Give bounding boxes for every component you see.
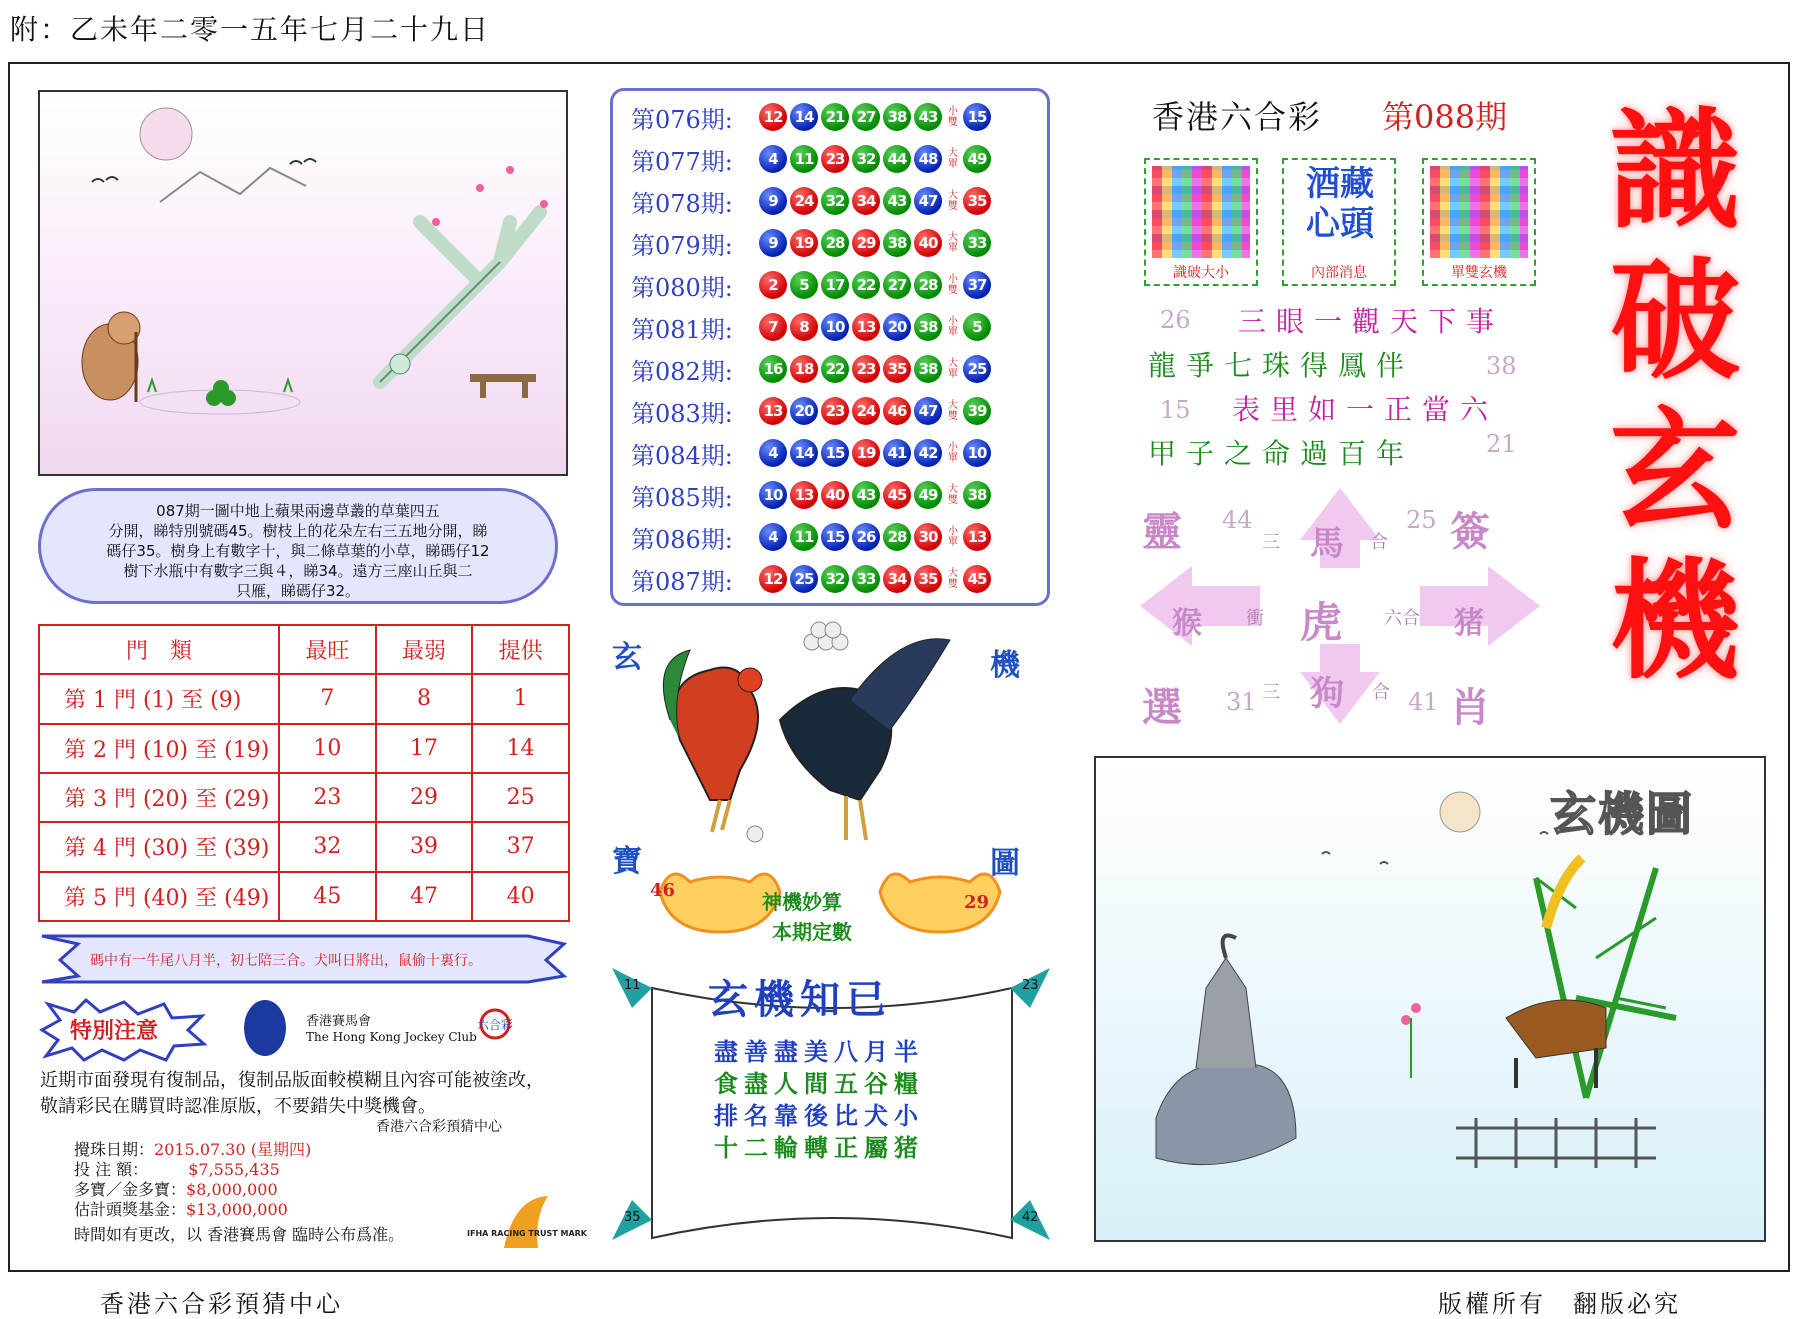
number-ball: 25 [790, 565, 818, 593]
lottery-title: 香港六合彩 [1152, 98, 1323, 136]
cell-provide: 40 [472, 872, 569, 921]
draw-info [74, 1140, 311, 1220]
number-ball: 22 [852, 271, 880, 299]
big-title-char: 識 [1609, 94, 1740, 247]
draw-row [631, 265, 994, 305]
number-ball: 19 [790, 229, 818, 257]
draw-date-value: 2015.07.30 (星期四) [154, 1140, 312, 1159]
number-ball: 10 [821, 313, 849, 341]
number-ball: 9 [759, 187, 787, 215]
cell-max: 10 [279, 724, 376, 773]
zodiac-corner: 肖 [1450, 684, 1490, 731]
special-ball: 38 [963, 481, 991, 509]
special-ball: 13 [963, 523, 991, 551]
col-header: 提供 [472, 625, 569, 674]
number-ball: 29 [852, 229, 880, 257]
riddle-scene [40, 92, 566, 474]
draw-row [631, 475, 994, 515]
verse-line: 三眼一觀天下事 [1238, 305, 1505, 338]
number-ball: 13 [790, 481, 818, 509]
number-ball: 28 [883, 523, 911, 551]
hint-box-caption: 單雙玄機 [1451, 265, 1507, 281]
special-ball: 5 [963, 313, 991, 341]
number-ball: 12 [759, 565, 787, 593]
verse-line: 表里如一正當六 [1232, 393, 1499, 426]
number-ball: 23 [852, 355, 880, 383]
row-label: 第 5 門 (40) 至 (49) [39, 872, 279, 921]
multi-value: $8,000,000 [186, 1180, 278, 1199]
bet-value: $7,555,435 [188, 1160, 280, 1179]
number-ball: 4 [759, 523, 787, 551]
corner-bow-br [1010, 1200, 1050, 1240]
corner-num: 11 [624, 978, 641, 993]
size-parity-tag: 大單 [948, 358, 958, 380]
draw-label: 第085期: [631, 483, 733, 512]
number-ball: 47 [914, 187, 942, 215]
number-ball: 43 [852, 481, 880, 509]
row-label: 第 4 門 (30) 至 (39) [39, 822, 279, 871]
zodiac-small: 三 [1262, 532, 1280, 553]
number-ball: 42 [914, 439, 942, 467]
poem-line: 十二輪轉正屬猪 [714, 1133, 924, 1162]
cell-provide: 14 [472, 724, 569, 773]
corner-bow-bl [612, 1200, 652, 1240]
big-title [1600, 96, 1750, 696]
number-ball: 23 [821, 397, 849, 425]
number-ball: 13 [852, 313, 880, 341]
riddle-picture [38, 90, 568, 476]
corner-bow-tr [1010, 968, 1050, 1008]
draw-results-panel [610, 88, 1050, 606]
mark6-logo-text: 六合彩 [476, 1018, 514, 1032]
number-ball: 35 [914, 565, 942, 593]
draw-row [631, 349, 994, 389]
row-label: 第 3 門 (20) 至 (29) [39, 773, 279, 822]
number-ball: 32 [821, 565, 849, 593]
number-ball: 4 [759, 145, 787, 173]
draw-row [631, 223, 994, 263]
number-ball: 23 [821, 145, 849, 173]
special-ball: 35 [963, 187, 991, 215]
zodiac-num: 25 [1406, 506, 1437, 534]
number-ball: 40 [914, 229, 942, 257]
zodiac-left: 猴 [1172, 606, 1202, 641]
banner-text: 碼中有一牛尾八月半，初七陪三合。犬叫日將出，鼠偷十裏行。 [90, 953, 482, 969]
desc-line: 碼仔35。樹身上有數字十，與二條草葉的小草，睇碼仔12 [106, 542, 490, 560]
notice-signature: 香港六合彩預猜中心 [376, 1119, 502, 1135]
table-row [39, 822, 569, 871]
size-parity-tag: 大雙 [948, 190, 958, 212]
desc-line: 087期一圖中地上蘋果兩邊草叢的草葉四五 [156, 502, 440, 520]
zodiac-num: 31 [1226, 688, 1257, 716]
number-ball: 24 [852, 397, 880, 425]
big-title-char: 玄 [1609, 394, 1740, 547]
number-ball: 38 [914, 313, 942, 341]
draw-label: 第087期: [631, 567, 733, 596]
side-char: 寶 [612, 844, 642, 879]
side-char: 玄 [612, 640, 642, 675]
ox-number-left: 46 [650, 880, 676, 901]
number-ball: 41 [883, 439, 911, 467]
poem-line: 排名靠後比犬小 [714, 1101, 924, 1130]
zodiac-bottom: 狗 [1310, 674, 1344, 714]
zodiac-small: 合 [1370, 532, 1388, 553]
special-ball: 15 [963, 103, 991, 131]
col-header: 最弱 [376, 625, 473, 674]
special-ball: 49 [963, 145, 991, 173]
zodiac-corner: 選 [1142, 684, 1182, 731]
notice-body: 近期市面發現有復制品，復制品版面較模糊且內容可能被塗改，敬請彩民在購買時認准原版，不要錯失中獎機會。 [40, 1070, 544, 1117]
corner-num: 35 [624, 1210, 641, 1225]
number-ball: 7 [759, 313, 787, 341]
zodiac-corner: 靈 [1142, 508, 1182, 555]
number-ball: 38 [883, 229, 911, 257]
mosaic-image [1152, 166, 1250, 258]
zodiac-small: 三 [1262, 682, 1280, 703]
number-ball: 24 [790, 187, 818, 215]
zodiac-center: 虎 [1300, 598, 1343, 647]
row-label: 第 2 門 (10) 至 (19) [39, 724, 279, 773]
special-ball: 10 [963, 439, 991, 467]
number-ball: 33 [852, 565, 880, 593]
size-parity-tag: 大單 [948, 232, 958, 254]
size-parity-tag: 大雙 [948, 400, 958, 422]
notice-badge-text: 特別注意 [70, 1019, 159, 1044]
number-ball: 15 [821, 523, 849, 551]
number-ball: 32 [852, 145, 880, 173]
corner-num: 23 [1022, 978, 1039, 993]
draw-label: 第081期: [631, 315, 733, 344]
bet-label: 投 注 額： [74, 1160, 149, 1179]
footer-left: 香港六合彩預猜中心 [100, 1290, 343, 1318]
time-change-note: 時間如有更改，以 香港賽馬會 臨時公布爲准。 [74, 1225, 405, 1244]
cell-min: 17 [376, 724, 473, 773]
hint-box-text: 酒藏心頭 [1306, 164, 1374, 244]
number-ball: 5 [790, 271, 818, 299]
cell-provide: 25 [472, 773, 569, 822]
draw-row [631, 181, 994, 221]
mid-caption-1: 神機妙算 [762, 890, 842, 914]
riddle-description [38, 488, 558, 604]
number-ball: 34 [852, 187, 880, 215]
number-ball: 9 [759, 229, 787, 257]
estimate-value: $13,000,000 [186, 1200, 288, 1219]
number-ball: 43 [914, 103, 942, 131]
size-parity-tag: 大雙 [948, 568, 958, 590]
cell-max: 45 [279, 872, 376, 921]
cell-max: 7 [279, 674, 376, 723]
verse-line: 甲子之命過百年 [1148, 437, 1415, 470]
number-ball: 11 [790, 523, 818, 551]
zodiac-small: 六合 [1384, 608, 1420, 629]
number-ball: 28 [914, 271, 942, 299]
col-header: 最旺 [279, 625, 376, 674]
number-ball: 47 [914, 397, 942, 425]
cell-max: 32 [279, 822, 376, 871]
number-ball: 49 [914, 481, 942, 509]
cell-provide: 37 [472, 822, 569, 871]
number-ball: 27 [852, 103, 880, 131]
table-row [39, 872, 569, 921]
draw-row [631, 433, 994, 473]
poem-line: 盡善盡美八月半 [714, 1037, 924, 1066]
draw-label: 第078期: [631, 189, 733, 218]
hint-box-odd-even [1422, 158, 1536, 286]
hint-box-inside [1282, 158, 1396, 286]
draw-label: 第084期: [631, 441, 733, 470]
desc-line: 樹下水瓶中有數字三與４，睇34。遠方三座山丘與二 [123, 562, 473, 580]
zodiac-num: 44 [1222, 506, 1253, 534]
draw-label: 第079期: [631, 231, 733, 260]
hint-box-caption: 識破大小 [1173, 265, 1229, 281]
side-char: 機 [990, 648, 1020, 683]
draw-label: 第080期: [631, 273, 733, 302]
number-ball: 14 [790, 439, 818, 467]
number-ball: 45 [883, 481, 911, 509]
number-ball: 19 [852, 439, 880, 467]
door-stats-table [38, 624, 570, 922]
draw-label: 第076期: [631, 105, 733, 134]
draw-row [631, 391, 994, 431]
big-title-char: 破 [1609, 244, 1740, 397]
ox-number-right: 29 [964, 892, 990, 913]
zodiac-small: 合 [1372, 682, 1390, 703]
size-parity-tag: 大雙 [948, 484, 958, 506]
verse-line: 龍爭七珠得鳳伴 [1148, 349, 1415, 382]
row-label: 第 1 門 (1) 至 (9) [39, 674, 279, 723]
special-ball: 39 [963, 397, 991, 425]
size-parity-tag: 小單 [948, 316, 958, 338]
multi-label: 多寶／金多寶： [74, 1180, 187, 1199]
corner-bow-tl [612, 968, 652, 1008]
table-row [39, 674, 569, 723]
draw-row [631, 97, 994, 137]
jockey-club-en: The Hong Kong Jockey Club [306, 1030, 477, 1044]
cell-provide: 1 [472, 674, 569, 723]
number-ball: 16 [759, 355, 787, 383]
draw-row [631, 559, 994, 599]
jockey-club-logo [244, 1000, 286, 1056]
table-row [39, 773, 569, 822]
poem-line: 食盡人間五谷糧 [714, 1069, 924, 1098]
number-ball: 34 [883, 565, 911, 593]
hint-box-size [1144, 158, 1258, 286]
draw-date-label: 攪珠日期： [74, 1140, 155, 1159]
number-ball: 11 [790, 145, 818, 173]
date-line: 附：乙未年二零一五年七月二十九日 [10, 13, 491, 46]
size-parity-tag: 小單 [948, 526, 958, 548]
number-ball: 44 [883, 145, 911, 173]
number-ball: 22 [821, 355, 849, 383]
zodiac-small: 衝 [1246, 608, 1264, 629]
number-ball: 46 [883, 397, 911, 425]
draw-label: 第082期: [631, 357, 733, 386]
number-ball: 4 [759, 439, 787, 467]
draw-row [631, 307, 994, 347]
table-header-row [39, 625, 569, 674]
corner-num: 42 [1022, 1210, 1039, 1225]
number-ball: 18 [790, 355, 818, 383]
number-ball: 21 [821, 103, 849, 131]
number-ball: 28 [821, 229, 849, 257]
draw-row [631, 139, 994, 179]
table-row [39, 724, 569, 773]
draw-label: 第077期: [631, 147, 733, 176]
verse-number: 15 [1160, 396, 1191, 424]
mosaic-image [1430, 166, 1528, 258]
special-ball: 25 [963, 355, 991, 383]
rooster-scene [650, 620, 990, 860]
number-ball: 32 [821, 187, 849, 215]
verse-number: 38 [1486, 352, 1517, 380]
number-ball: 10 [759, 481, 787, 509]
number-ball: 20 [790, 397, 818, 425]
zodiac-right: 猪 [1454, 606, 1484, 641]
ifha-logo [467, 1188, 587, 1260]
mystery-picture-title: 玄機圖 [1550, 787, 1694, 841]
size-parity-tag: 大單 [948, 148, 958, 170]
number-ball: 20 [883, 313, 911, 341]
number-ball: 8 [790, 313, 818, 341]
number-ball: 38 [914, 355, 942, 383]
scroll-title: 玄機知已 [708, 976, 892, 1023]
special-ball: 45 [963, 565, 991, 593]
estimate-label: 估計頭獎基金： [74, 1200, 187, 1219]
size-parity-tag: 小雙 [948, 274, 958, 296]
draw-label: 第086期: [631, 525, 733, 554]
scroll-poem [714, 1036, 924, 1164]
special-ball: 37 [963, 271, 991, 299]
draw-row [631, 517, 994, 557]
issue-number: 第088期 [1382, 98, 1508, 136]
cell-min: 29 [376, 773, 473, 822]
number-ball: 12 [759, 103, 787, 131]
number-ball: 43 [883, 187, 911, 215]
ifha-text: IFHA RACING TRUST MARK [467, 1229, 587, 1238]
desc-line: 分開，睇特別號碼45。樹枝上的花朵左右三五地分開，睇 [108, 522, 488, 540]
number-ball: 26 [852, 523, 880, 551]
col-header: 門 類 [39, 625, 279, 674]
big-title-char: 機 [1609, 544, 1740, 697]
number-ball: 38 [883, 103, 911, 131]
cell-max: 23 [279, 773, 376, 822]
zodiac-corner: 簽 [1450, 508, 1490, 555]
number-ball: 14 [790, 103, 818, 131]
number-ball: 30 [914, 523, 942, 551]
mid-caption-2: 本期定數 [772, 920, 852, 944]
cell-min: 8 [376, 674, 473, 723]
number-ball: 2 [759, 271, 787, 299]
footer-right: 版權所有 翻版必究 [1438, 1290, 1681, 1318]
number-ball: 48 [914, 145, 942, 173]
number-ball: 13 [759, 397, 787, 425]
number-ball: 35 [883, 355, 911, 383]
draw-label: 第083期: [631, 399, 733, 428]
cell-min: 39 [376, 822, 473, 871]
verse-number: 26 [1160, 306, 1191, 334]
number-ball: 27 [883, 271, 911, 299]
size-parity-tag: 小雙 [948, 106, 958, 128]
zodiac-num: 41 [1408, 688, 1439, 716]
hint-box-caption: 內部消息 [1311, 265, 1367, 281]
zodiac-top: 馬 [1310, 524, 1344, 564]
size-parity-tag: 小單 [948, 442, 958, 464]
number-ball: 40 [821, 481, 849, 509]
side-char: 圖 [990, 846, 1020, 881]
number-ball: 15 [821, 439, 849, 467]
jockey-club-cn: 香港賽馬會 [306, 1014, 372, 1029]
mark6-logo [470, 1004, 520, 1044]
cell-min: 47 [376, 872, 473, 921]
desc-line: 只雁，睇碼仔32。 [235, 582, 361, 600]
verse-number: 21 [1486, 430, 1517, 458]
number-ball: 17 [821, 271, 849, 299]
special-ball: 33 [963, 229, 991, 257]
